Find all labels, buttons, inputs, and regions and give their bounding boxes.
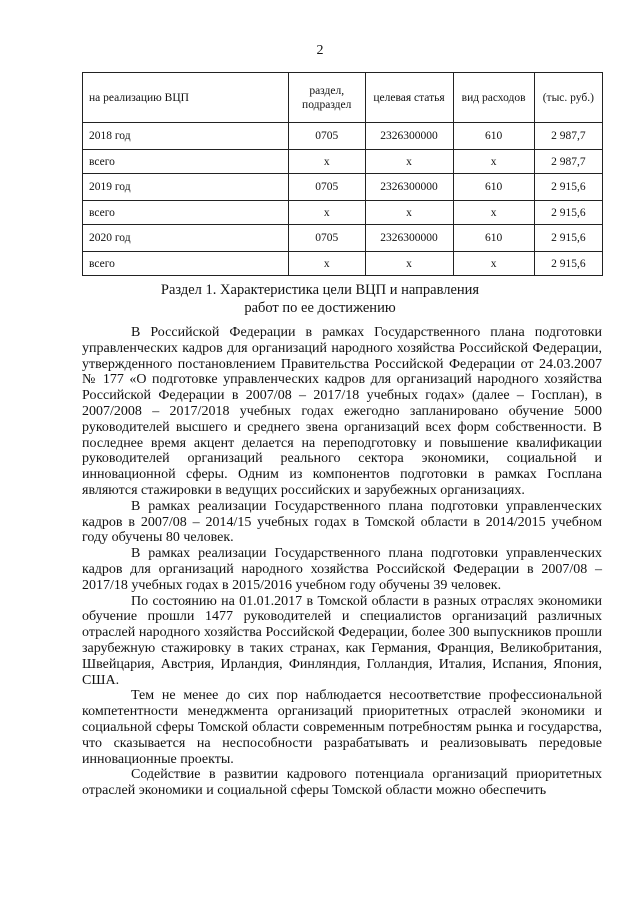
paragraph: По состоянию на 01.01.2017 в Томской области в разных отраслях экономики обучение прошли 1477 руководителей и специалистов организаций различных отраслей народного хозяйства Российской Федерации, более 300 выпускников прошли зарубежную стажировку в таких странах, как Германия, Франция, Великобритания, Швейцария, Австрия, Ирландия, Финляндия, Голландия, Италия, Испания, Япония, США. <box>82 593 602 688</box>
table-cell: х <box>288 150 365 174</box>
table-cell: 2 987,7 <box>534 123 602 150</box>
table-cell: 2 915,6 <box>534 225 602 252</box>
financing-table <box>82 72 603 276</box>
page-number: 2 <box>316 43 324 58</box>
table-cell: 2 915,6 <box>534 201 602 225</box>
section-title <box>0 281 640 317</box>
paragraph: В Российской Федерации в рамках Государственного плана подготовки управленческих кадров для организаций народного хозяйства Российской Федерации, утвержденного постановлением Правительства Российской Федерации от 24.03.2007 № 177 «О подготовке управленческих кадров для организаций народного хозяйства Российской Федерации в 2007/08 – 2017/18 учебных годах» (далее – Госплан), в 2007/2008 – 2017/2018 учебных годах ежегодно запланировано обучение 5000 руководителей высшего и среднего звена организаций всех форм собственности. В последнее время акцент делается на переподготовку и повышение квалификации руководителей организаций реального сектора экономики, социальной и инновационной сферы. Одним из компонентов подготовки в рамках Госплана являются стажировки в ведущих российских и зарубежных организациях. <box>82 325 602 498</box>
table-cell: 2326300000 <box>365 225 453 252</box>
table-cell: всего <box>83 150 289 174</box>
table-cell: 2 987,7 <box>534 150 602 174</box>
paragraph: В рамках реализации Государственного плана подготовки управленческих кадров для организаций народного хозяйства Российской Федерации в 2007/08 – 2017/18 учебных годах в 2015/2016 учебном году обучены 39 человек. <box>82 546 602 593</box>
table-cell: х <box>453 201 534 225</box>
section-title-line: Раздел 1. Характеристика цели ВЦП и направления <box>160 282 480 298</box>
table-cell: 0705 <box>288 123 365 150</box>
paragraph: Тем не менее до сих пор наблюдается несоответствие профессиональной компетентности менеджмента организаций приоритетных отраслей экономики и социальной сферы Томской области современным потребностям рынка и государства, что сказывается на неспособности разрабатывать и реализовывать передовые инновационные проекты. <box>82 688 602 767</box>
table-cell: 2 915,6 <box>534 174 602 201</box>
table-row <box>83 252 603 276</box>
table-cell: 610 <box>453 225 534 252</box>
table-cell: 2 915,6 <box>534 252 602 276</box>
table-cell: 610 <box>453 123 534 150</box>
header-cell: раздел, подраздел <box>288 73 365 123</box>
table-row <box>83 150 603 174</box>
table-header-row <box>83 73 603 123</box>
body-text <box>82 325 602 799</box>
table-cell: 2326300000 <box>365 174 453 201</box>
table-cell: 0705 <box>288 225 365 252</box>
header-cell: на реализацию ВЦП <box>83 73 289 123</box>
table-cell: х <box>365 201 453 225</box>
table-cell: х <box>453 150 534 174</box>
table-cell: х <box>288 201 365 225</box>
table-row <box>83 123 603 150</box>
table-cell: всего <box>83 252 289 276</box>
header-cell: целевая статья <box>365 73 453 123</box>
paragraph: В рамках реализации Государственного плана подготовки управленческих кадров в 2007/08 – 2014/15 учебных годах в Томской области в 2014/2015 учебном году обучены 80 человек. <box>82 498 602 546</box>
table-cell: х <box>453 252 534 276</box>
table-row <box>83 225 603 252</box>
table-cell: 2326300000 <box>365 123 453 150</box>
section-title-line: работ по ее достижению <box>244 300 396 316</box>
table-cell: 610 <box>453 174 534 201</box>
table-cell: х <box>288 252 365 276</box>
paragraph: Содействие в развитии кадрового потенциала организаций приоритетных отраслей экономики и социальной сферы Томской области можно обеспечить <box>82 767 602 799</box>
table-cell: 2019 год <box>83 174 289 201</box>
table-cell: 2020 год <box>83 225 289 252</box>
header-cell: (тыс. руб.) <box>534 73 602 123</box>
table-row <box>83 174 603 201</box>
table-cell: х <box>365 252 453 276</box>
table-cell: всего <box>83 201 289 225</box>
table-cell: 2018 год <box>83 123 289 150</box>
table-cell: 0705 <box>288 174 365 201</box>
table-cell: х <box>365 150 453 174</box>
header-cell: вид расходов <box>453 73 534 123</box>
table-row <box>83 201 603 225</box>
